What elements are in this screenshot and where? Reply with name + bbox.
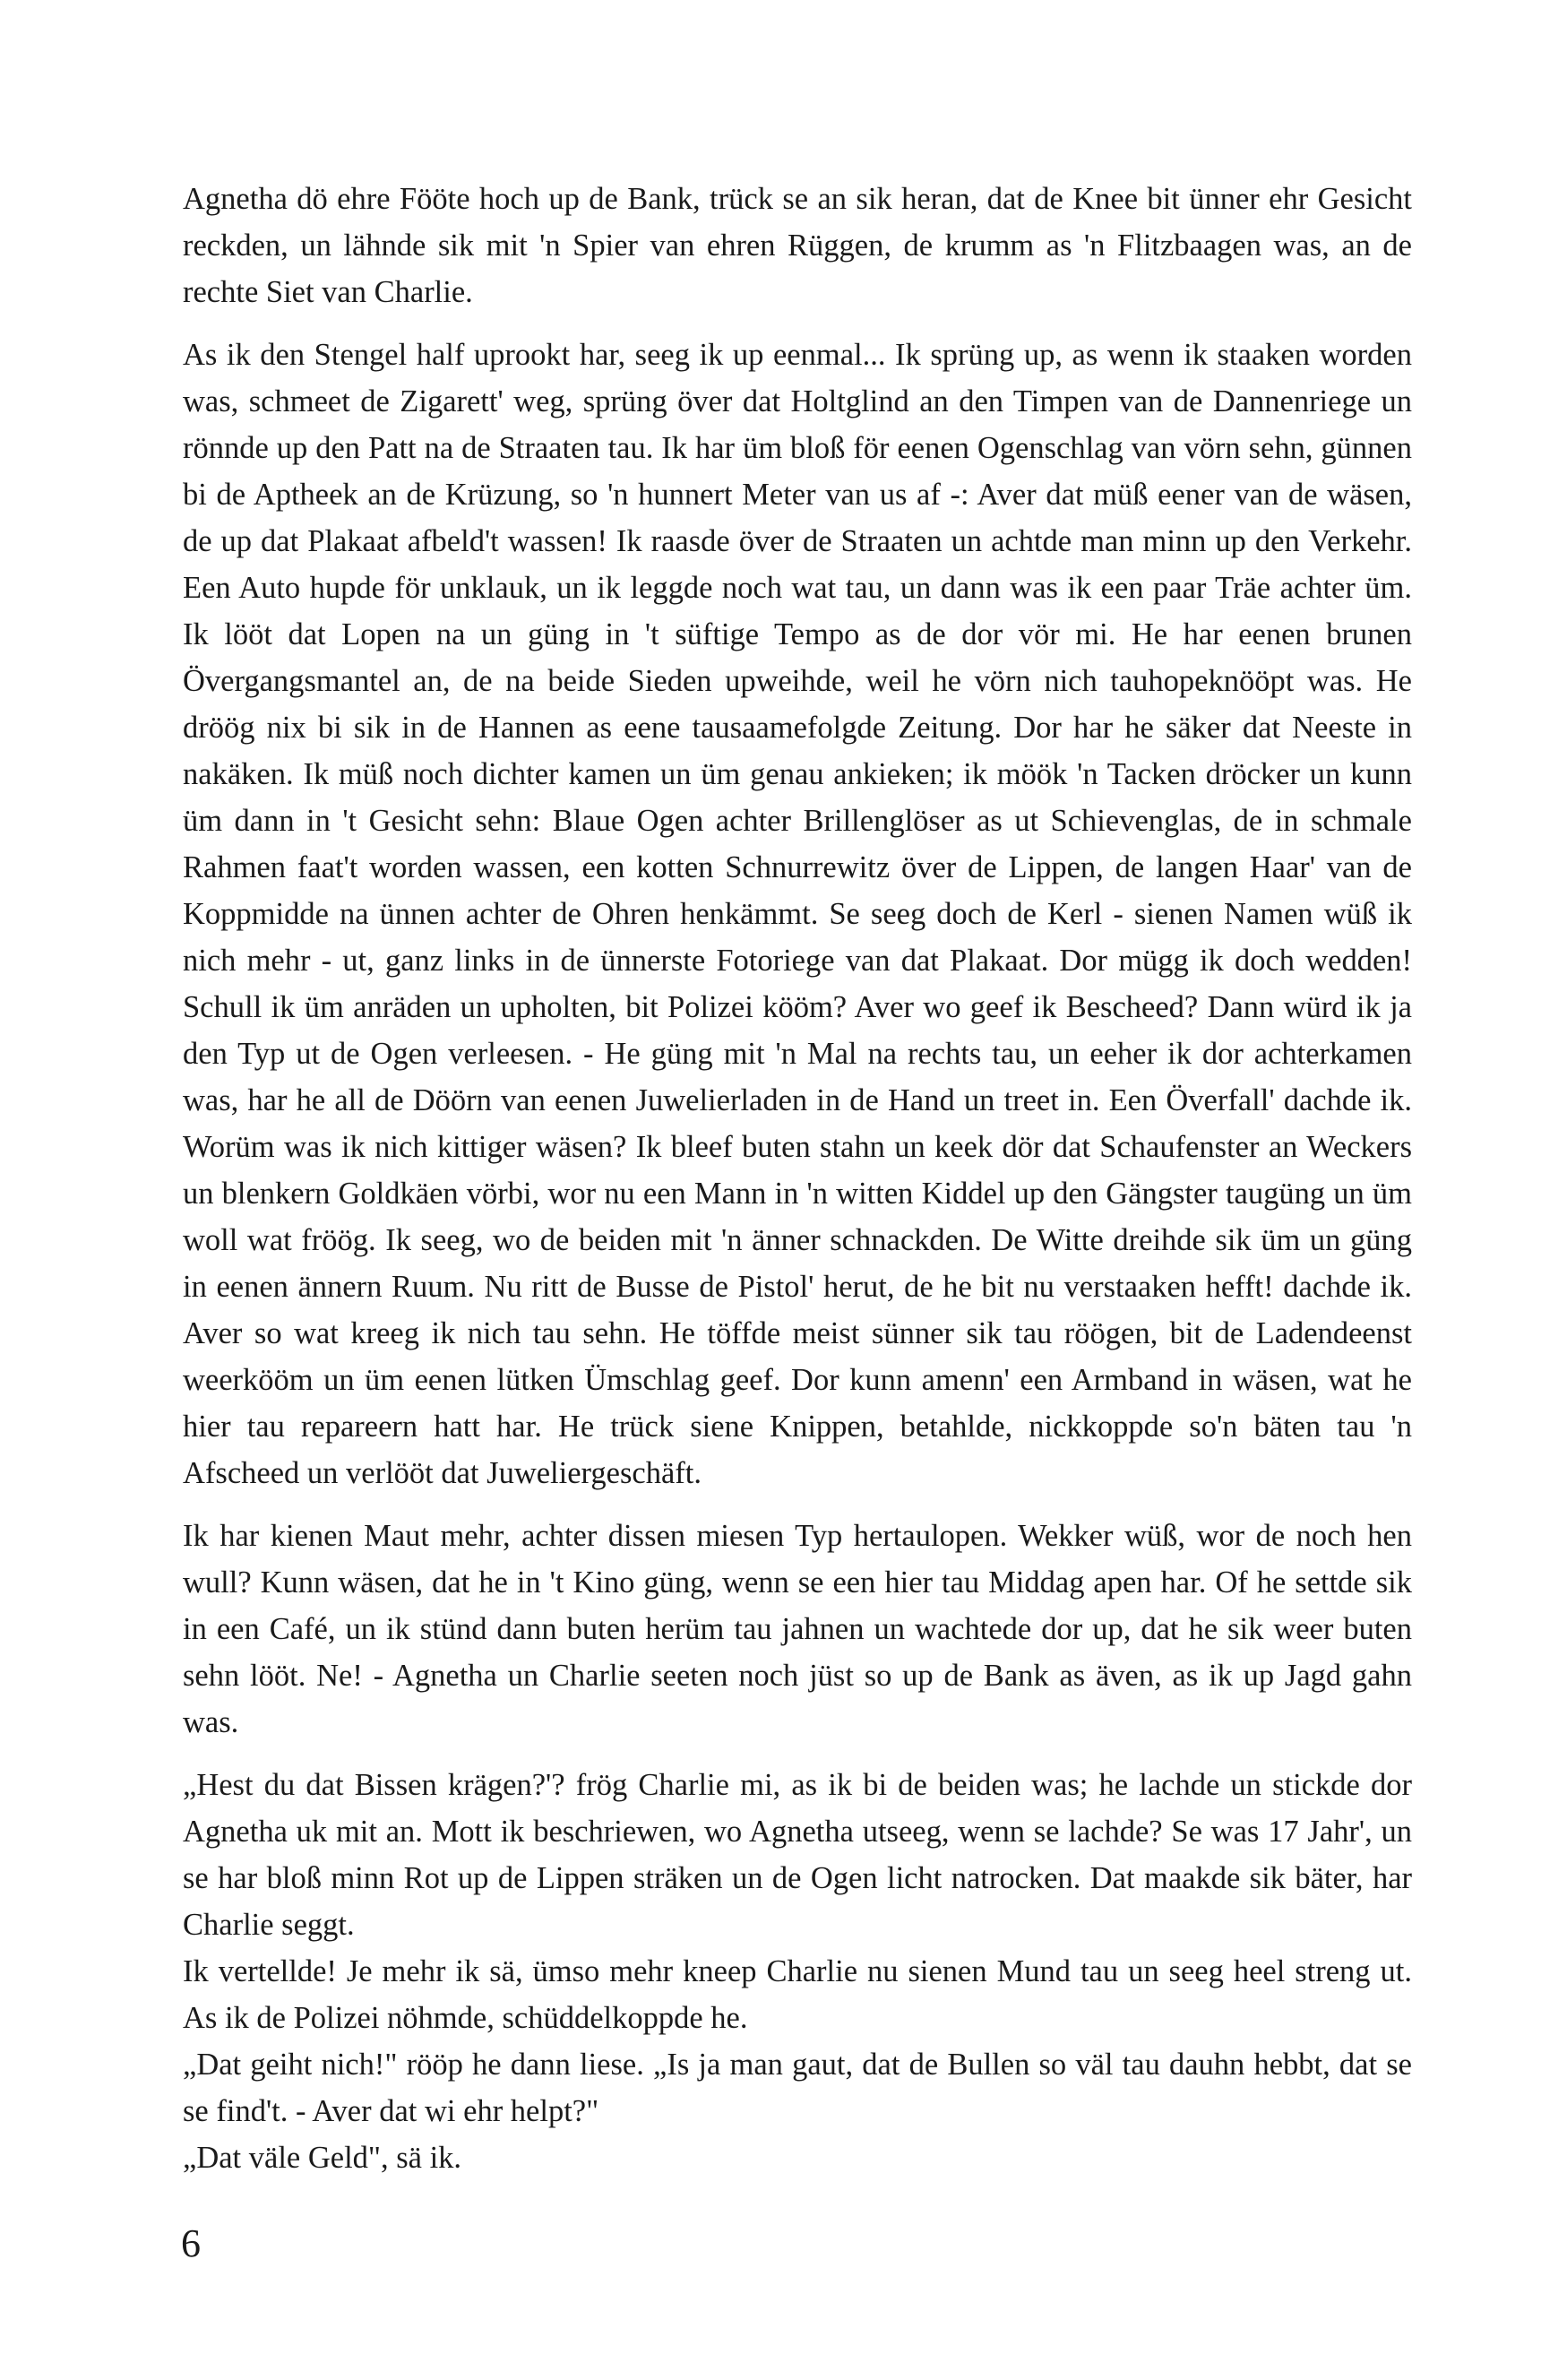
- paragraph-2: As ik den Stengel half uprookt har, seeg ik up eenmal... Ik sprüng up, as wenn ik staaken worden was, schmeet de Zigarett' weg, sprüng över dat Holtglind an den Timpen van de Dannenriege un rönnde up den Patt na de Straaten tau. Ik har üm bloß för eenen Ogenschlag van vörn sehn, günnen bi de Aptheek an de Krüzung, so 'n hunnert Meter van us af -: Aver dat müß eener van de wäsen, de up dat Plakaat afbeld't wassen! Ik raasde över de Straaten un achtde man minn up den Verkehr. Een Auto hupde för unklauk, un ik leggde noch wat tau, un dann was ik een paar Träe achter üm. Ik lööt dat Lopen na un güng in 't süftige Tempo as de dor vör mi. He har eenen brunen Övergangsmantel an, de na beide Sieden upweihde, weil he vörn nich tauhopeknööpt was. He dröög nix bi sik in de Hannen as eene tausaamefolgde Zeitung. Dor har he säker dat Neeste in nakäken. Ik müß noch dichter kamen un üm genau ankieken; ik möök 'n Tacken dröcker un kunn üm dann in 't Gesicht sehn: Blaue Ogen achter Brillenglöser as ut Schievenglas, de in schmale Rahmen faat't worden wassen, een kotten Schnurrewitz över de Lippen, de langen Haar' van de Koppmidde na ünnen achter de Ohren henkämmt. Se seeg doch de Kerl - sienen Namen wüß ik nich mehr - ut, ganz links in de ünnerste Fotoriege van dat Plakaat. Dor mügg ik doch wedden! Schull ik üm anräden un upholten, bit Polizei kööm? Aver wo geef ik Bescheed? Dann würd ik ja den Typ ut de Ogen verleesen. - He güng mit 'n Mal na rechts tau, un eeher ik dor achterkamen was, har he all de Döörn van eenen Juwelierladen in de Hand un treet in. Een Överfall' dachde ik. Worüm was ik nich kittiger wäsen? Ik bleef buten stahn un keek dör dat Schaufenster an Weckers un blenkern Goldkäen vörbi, wor nu een Mann in 'n witten Kiddel up den Gängster taugüng un üm woll wat fröög. Ik seeg, wo de beiden mit 'n änner schnackden. De Witte dreihde sik üm un güng in eenen ännern Ruum. Nu ritt de Busse de Pistol' herut, de he bit nu verstaaken hefft! dachde ik. Aver so wat kreeg ik nich tau sehn. He töffde meist sünner sik tau röögen, bit de Ladendeenst weerkööm un üm eenen lütken Ümschlag geef. Dor kunn amenn' een Armband in wäsen, wat he hier tau repareern hatt har. He trück siene Knippen, betahlde, nickkoppde so'n bäten tau 'n Afscheed un verlööt dat Juweliergeschäft.: [183, 338, 1412, 1490]
- paragraph-1: Agnetha dö ehre Fööte hoch up de Bank, trück se an sik heran, dat de Knee bit ünner ehr Gesicht reckden, un lähnde sik mit 'n Spier van ehren Rüggen, de krumm as 'n Flitzbaagen was, an de rechte Siet van Charlie.: [183, 182, 1412, 309]
- paragraph-7: „Dat väle Geld", sä ik.: [183, 2141, 462, 2175]
- paragraph-3: Ik har kienen Maut mehr, achter dissen miesen Typ hertaulopen. Wekker wüß, wor de noch hen wull? Kunn wäsen, dat he in 't Kino güng, wenn se een hier tau Middag apen har. Of he settde sik in een Café, un ik stünd dann buten herüm tau jahnen un wachtede dor up, dat he sik weer buten sehn lööt. Ne! - Agnetha un Charlie seeten noch jüst so up de Bank as även, as ik up Jagd gahn was.: [183, 1519, 1412, 1739]
- body-text: [183, 176, 1412, 2181]
- page-number: 6: [181, 2221, 201, 2265]
- paragraph-6: „Dat geiht nich!" rööp he dann liese. „Is ja man gaut, dat de Bullen so väl tau dauhn hebbt, dat se se find't. - Aver dat wi ehr helpt?": [183, 2048, 1412, 2128]
- paragraph-4: „Hest du dat Bissen krägen?'? frög Charlie mi, as ik bi de beiden was; he lachde un stickde dor Agnetha uk mit an. Mott ik beschriewen, wo Agnetha utseeg, wenn se lachde? Se was 17 Jahr', un se har bloß minn Rot up de Lippen sträken un de Ogen licht natrocken. Dat maakde sik bäter, har Charlie seggt.: [183, 1768, 1412, 1942]
- paragraph-5: Ik vertellde! Je mehr ik sä, ümso mehr kneep Charlie nu sienen Mund tau un seeg heel streng ut. As ik de Polizei nöhmde, schüddelkoppde he.: [183, 1954, 1412, 2035]
